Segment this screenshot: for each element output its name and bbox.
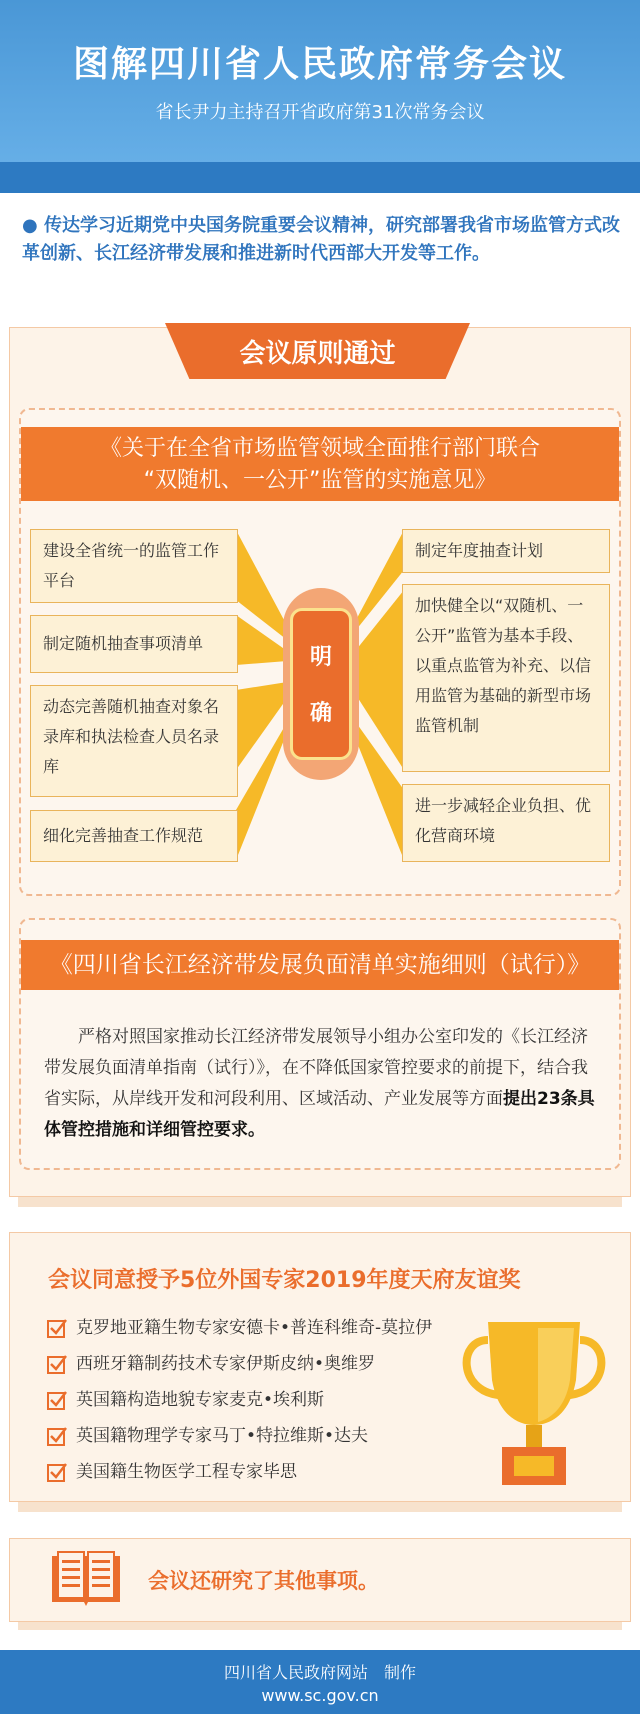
awardee-name: 克罗地亚籍生物专家安德卡•普连科维奇-莫拉伊 bbox=[76, 1318, 433, 1338]
footer-url[interactable]: www.sc.gov.cn bbox=[261, 1686, 379, 1705]
awardee-name: 西班牙籍制药技术专家伊斯皮纳•奥维罗 bbox=[76, 1354, 376, 1374]
awardee-name: 美国籍生物医学工程专家毕思 bbox=[76, 1462, 297, 1482]
trophy-icon bbox=[458, 1310, 610, 1490]
footer bbox=[0, 1650, 640, 1714]
awardee-3 bbox=[46, 1386, 324, 1414]
section2-shadow bbox=[18, 1502, 622, 1512]
checkbox-icon bbox=[46, 1425, 68, 1447]
page-title: 图解四川省人民政府常务会议 bbox=[72, 44, 567, 85]
doc2-paragraph bbox=[44, 1022, 600, 1146]
awardee-4 bbox=[46, 1422, 368, 1450]
checkbox-icon bbox=[46, 1461, 68, 1483]
doc2-paragraph-text: 严格对照国家推动长江经济带发展领导小组办公室印发的《长江经济带发展负面清单指南（试行）》，在不降低国家管控要求的前提下，结合我省实际，从岸线开发和河段利用、区域活动、产业发展等方面 bbox=[44, 1027, 588, 1109]
section3-shadow bbox=[18, 1622, 622, 1630]
left-item-1: 建设全省统一的监管工作平台 bbox=[30, 529, 238, 603]
other-matters-text: 会议还研究了其他事项。 bbox=[148, 1569, 379, 1593]
checkbox-icon bbox=[46, 1317, 68, 1339]
awards-title: 会议同意授予5位外国专家2019年度天府友谊奖 bbox=[48, 1268, 521, 1293]
footer-credit: 四川省人民政府网站 制作 bbox=[223, 1663, 416, 1682]
right-item-3: 进一步减轻企业负担、优化营商环境 bbox=[402, 784, 610, 862]
center-label bbox=[290, 630, 352, 742]
awardee-2 bbox=[46, 1350, 375, 1378]
intro-content: 传达学习近期党中央国务院重要会议精神，研究部署我省市场监管方式改革创新、长江经济带发展和推进新时代西部大开发等工作。 bbox=[22, 215, 620, 264]
left-item-4: 细化完善抽查工作规范 bbox=[30, 810, 238, 862]
doc1-title-line1: 《关于在全省市场监管领域全面推行部门联合 bbox=[99, 436, 540, 461]
doc2-paragraph-bold: 提出23条具体管控措施和详细管控要求。 bbox=[44, 1089, 595, 1140]
book-icon bbox=[48, 1546, 124, 1608]
right-item-1: 制定年度抽查计划 bbox=[402, 529, 610, 573]
doc2-title-bar: 《四川省长江经济带发展负面清单实施细则（试行）》 bbox=[21, 940, 619, 990]
awardee-1 bbox=[46, 1314, 432, 1342]
checkbox-icon bbox=[46, 1389, 68, 1411]
center-char-1: 明 bbox=[309, 645, 332, 670]
center-char-2: 确 bbox=[309, 701, 332, 726]
awardee-5 bbox=[46, 1458, 297, 1486]
checkbox-icon bbox=[46, 1353, 68, 1375]
section1-ribbon-label: 会议原则通过 bbox=[239, 339, 396, 369]
left-item-2: 制定随机抽查事项清单 bbox=[30, 615, 238, 673]
intro-bullet: ● bbox=[22, 215, 38, 236]
right-item-2: 加快健全以“双随机、一公开”监管为基本手段、以重点监管为补充、以信用监管为基础的新型市场监管机制 bbox=[402, 584, 610, 772]
awardee-name: 英国籍构造地貌专家麦克•埃利斯 bbox=[76, 1390, 325, 1410]
doc1-title-line2: “双随机、一公开”监管的实施意见》 bbox=[143, 468, 497, 493]
awardee-name: 英国籍物理学专家马丁•特拉维斯•达夫 bbox=[76, 1426, 369, 1446]
page-subtitle: 省长尹力主持召开省政府第31次常务会议 bbox=[155, 102, 485, 123]
left-item-3: 动态完善随机抽查对象名录库和执法检查人员名录库 bbox=[30, 685, 238, 797]
